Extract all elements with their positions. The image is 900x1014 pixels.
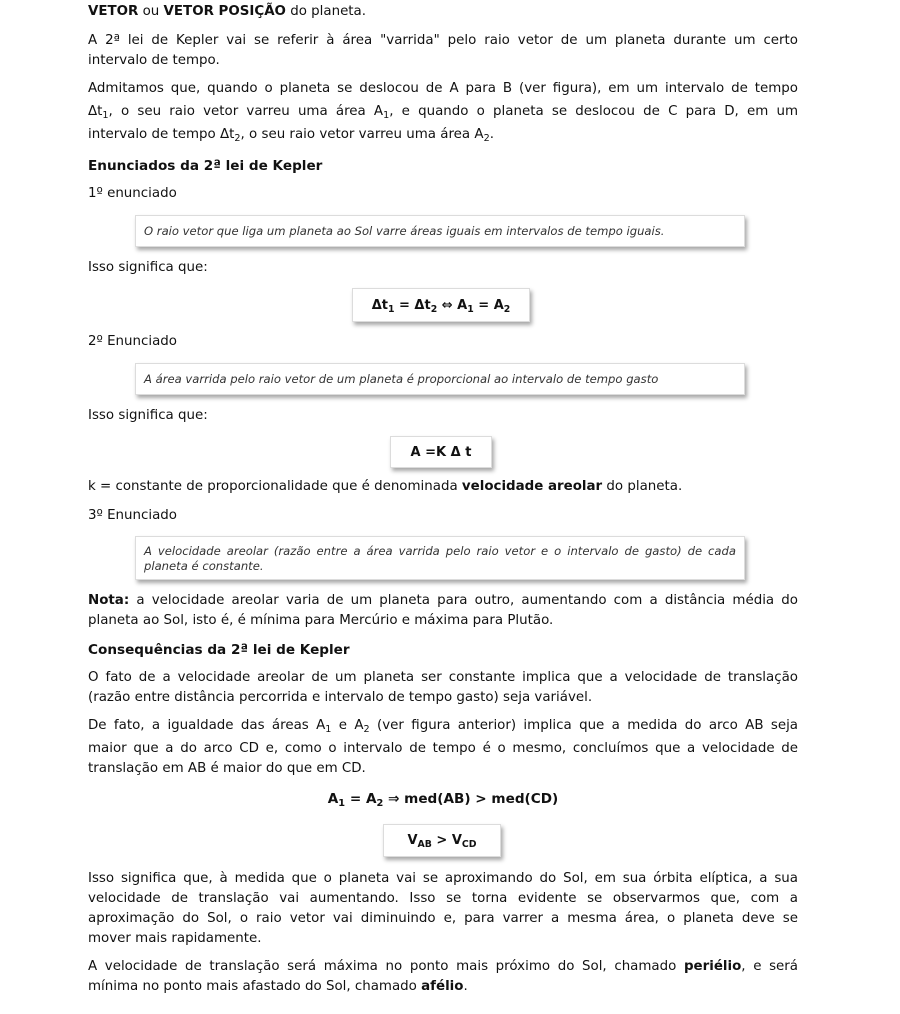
label-isso-significa-1: Isso significa que: xyxy=(88,260,208,275)
heading-consequencias: Consequências da 2ª lei de Kepler xyxy=(88,642,350,658)
paragraph-perielio-afelio: A velocidade de translação será máxima no ponto mais próximo do Sol, chamado periélio, e será mínima no ponto mais afastado do Sol, chamado afélio. xyxy=(88,959,798,994)
label-enunciado-3: 3º Enunciado xyxy=(88,508,177,523)
paragraph-aproximacao: Isso significa que, à medida que o planeta vai se aproximando do Sol, em sua órbita elíptica, a sua velocidade de translação vai aumentando. Isso se torna evidente se observarmos que, com a aproximação do Sol, o raio vetor vai diminuindo e, para varrer a mesma área, o planeta deve se mover mais rapidamente. xyxy=(88,871,798,946)
label-enunciado-1: 1º enunciado xyxy=(88,186,177,201)
quote-enunciado-1: O raio vetor que liga um planeta ao Sol varre áreas iguais em intervalos de tempo iguais. xyxy=(135,215,745,247)
formula-arcs: $A_1 = A_2$ ⇒ med(AB) > med(CD) xyxy=(327,791,559,809)
formula-area-proportional: A =K Δ t xyxy=(390,436,492,468)
paragraph-nota: Nota: a velocidade areolar varia de um planeta para outro, aumentando com a distância média do planeta ao Sol, isto é, é mínima para Mercúrio e máxima para Plutão. xyxy=(88,593,798,628)
paragraph-k-constant: k = constante de proporcionalidade que é denominada velocidade areolar do planeta. xyxy=(88,479,683,494)
paragraph-kepler-intro: A 2ª lei de Kepler vai se referir à área "varrida" pelo raio vetor de um planeta durante um certo intervalo de tempo. xyxy=(88,33,798,68)
formula-velocities: $V_{AB} > V_{CD}$ xyxy=(383,824,501,857)
paragraph-velocidade-variavel: O fato de a velocidade areolar de um planeta ser constante implica que a velocidade de translação (razão entre distância percorrida e intervalo de tempo gasto) seja variável. xyxy=(88,670,798,705)
label-enunciado-2: 2º Enunciado xyxy=(88,334,177,349)
quote-enunciado-3: A velocidade areolar (razão entre a área varrida pelo raio vetor e o intervalo de gasto) de cada planeta é constante. xyxy=(135,536,745,580)
intro-line: VETOR ou VETOR POSIÇÃO do planeta. xyxy=(88,4,367,19)
label-isso-significa-2: Isso significa que: xyxy=(88,408,208,423)
paragraph-arcos: De fato, a igualdade das áreas $A_1$ e $A_2$ (ver figura anterior) implica que a medida do arco AB seja maior que a do arco CD e, como o intervalo de tempo é o mesmo, concluímos que a velocidade de translação em AB é maior do que em CD. xyxy=(88,718,798,776)
paragraph-areas: Admitamos que, quando o planeta se deslocou de A para B (ver figura), em um intervalo de tempo $\Delta t_1$, o seu raio vetor varreu uma área $A_1$, e quando o planeta se deslocou de C para D, em um intervalo de tempo $\Delta t_2$, o seu raio vetor varreu uma área $A_2$. xyxy=(88,81,798,144)
heading-enunciados: Enunciados da 2ª lei de Kepler xyxy=(88,158,323,174)
formula-equal-times: $\Delta t_1 = \Delta t_2$ ⇔ $A_1 = A_2$ xyxy=(352,288,530,322)
quote-enunciado-2: A área varrida pelo raio vetor de um planeta é proporcional ao intervalo de tempo gasto xyxy=(135,363,745,395)
